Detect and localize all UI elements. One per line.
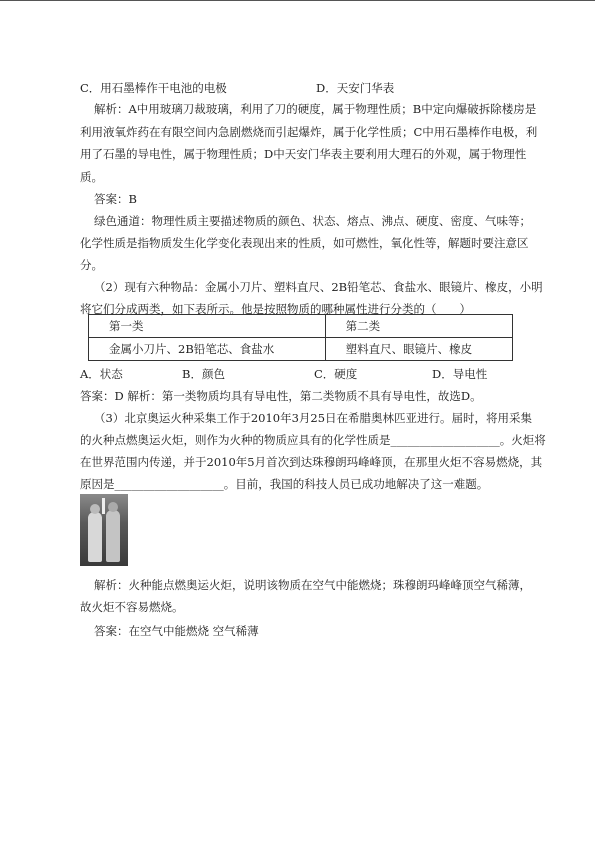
option-c: C．硬度 [314, 367, 358, 381]
person-figure [106, 510, 120, 562]
table-row [89, 338, 513, 361]
classification-table [88, 314, 513, 361]
answer-1: 答案：B [94, 192, 137, 206]
question-3-line: 原因是___________________。目前，我国的科技人员已成功地解决了这一难题。 [80, 477, 489, 491]
answer-2: 答案：D 解析：第一类物质均具有导电性，第二类物质不具有导电性，故选D。 [80, 389, 482, 403]
table-header-row [89, 315, 513, 338]
top-rule [0, 0, 595, 1]
question-2-line: （2）现有六种物品：金属小刀片、塑料直尺、2B铅笔芯、食盐水、眼镜片、橡皮，小明 [94, 280, 543, 294]
analysis-1-line: 利用液氧炸药在有限空间内急剧燃烧而引起爆炸，属于化学性质；C中用石墨棒作电极，利 [80, 125, 538, 139]
analysis-1-line: 解析：A中用玻璃刀裁玻璃，利用了刀的硬度，属于物理性质；B中定向爆破拆除楼房是 [94, 102, 537, 116]
option-d: D．导电性 [432, 367, 488, 381]
green-channel-line: 分。 [80, 258, 103, 272]
analysis-3-line: 解析：火种能点燃奥运火炬，说明该物质在空气中能燃烧；珠穆朗玛峰峰顶空气稀薄， [94, 578, 531, 592]
question-2-line: 将它们分成两类，如下表所示。他是按照物质的哪种属性进行分类的（ ） [80, 302, 471, 316]
table-header-cell: 第一类 [89, 315, 326, 338]
option-d: D．天安门华表 [316, 81, 395, 95]
green-channel-line: 化学性质是指物质发生化学变化表现出来的性质，如可燃性，氧化性等，解题时要注意区 [80, 236, 529, 250]
person-head [108, 502, 118, 512]
torch-icon [102, 498, 105, 514]
torch-photo [80, 494, 128, 566]
question-3-line: 在世界范围内传递，并于2010年5月首次到达珠穆朗玛峰峰顶，在那里火炬不容易燃烧，其 [80, 455, 543, 469]
option-c: C．用石墨棒作干电池的电极 [80, 81, 227, 95]
option-b: B．颜色 [182, 367, 225, 381]
table-header-cell: 第二类 [325, 315, 512, 338]
question-3-line: 的火种点燃奥运火炬，则作为火种的物质应具有的化学性质是___________________。火炬将 [80, 433, 546, 447]
analysis-3-line: 故火炬不容易燃烧。 [80, 600, 184, 614]
person-figure [88, 512, 102, 562]
green-channel-line: 绿色通道：物理性质主要描述物质的颜色、状态、熔点、沸点、硬度、密度、气味等； [94, 214, 531, 228]
question-3-line: （3）北京奥运火种采集工作于2010年3月25日在希腊奥林匹亚进行。届时，将用采集 [94, 411, 533, 425]
answer-3: 答案：在空气中能燃烧 空气稀薄 [94, 624, 259, 638]
table-cell: 金属小刀片、2B铅笔芯、食盐水 [89, 338, 326, 361]
option-a: A．状态 [80, 367, 123, 381]
analysis-1-line: 用了石墨的导电性，属于物理性质；D中天安门华表主要利用大理石的外观，属于物理性 [80, 147, 527, 161]
table-cell: 塑料直尺、眼镜片、橡皮 [325, 338, 512, 361]
person-head [90, 504, 100, 514]
analysis-1-line: 质。 [80, 170, 103, 184]
